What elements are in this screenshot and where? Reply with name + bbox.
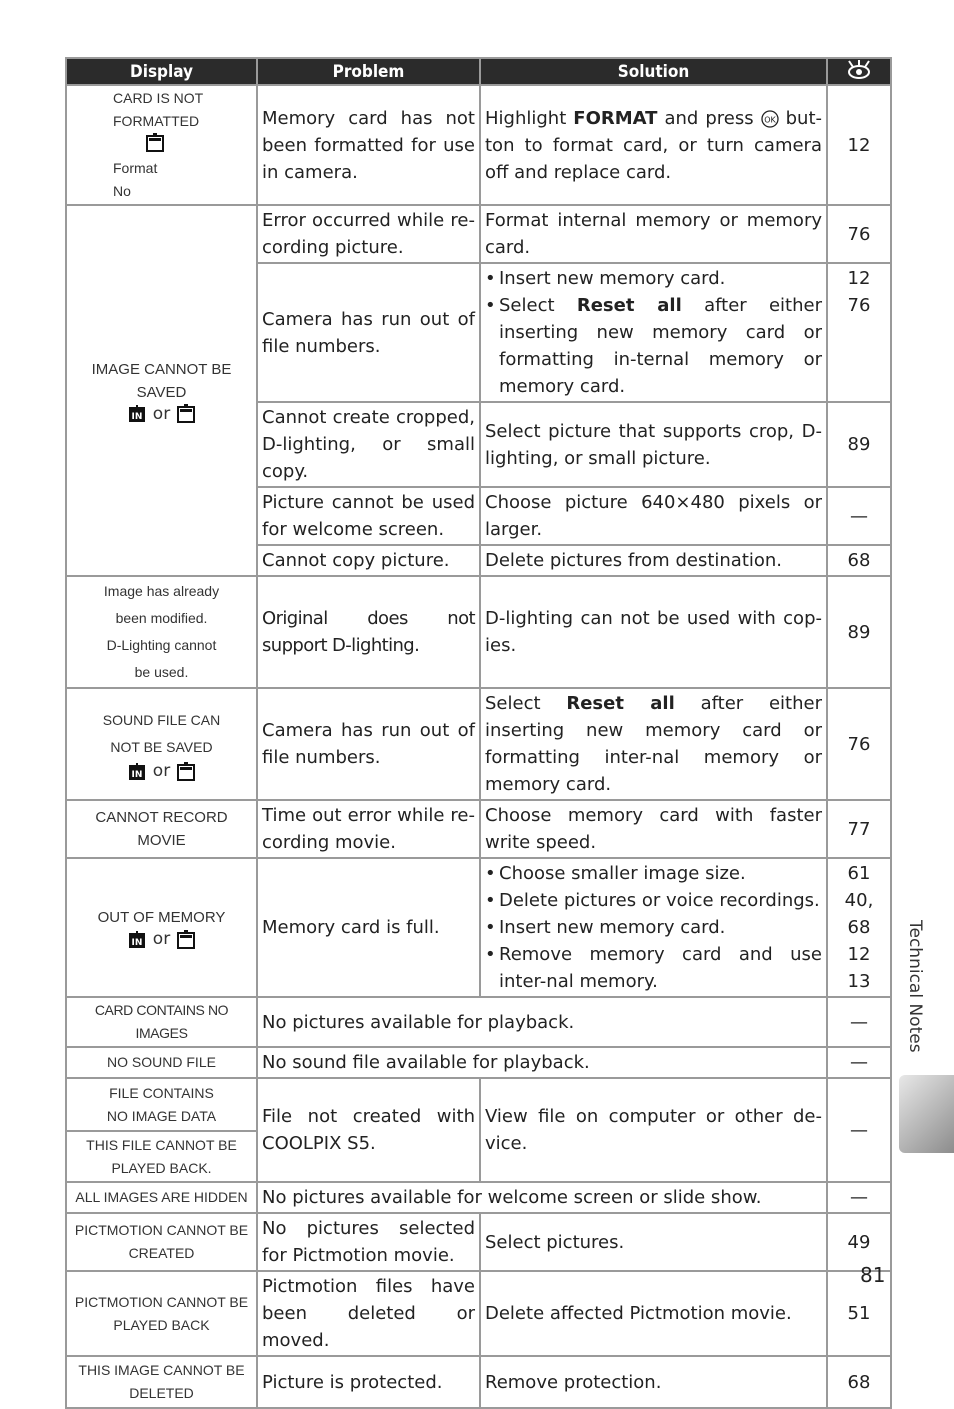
problem-cell: No pictures available for welcome screen or slide show. (257, 1182, 827, 1213)
display-line: Image has already (103, 583, 220, 599)
problem-cell: File not created with COOLPIX S5. (257, 1078, 480, 1182)
problem-cell: Original does not support D-lighting. (257, 576, 480, 688)
display-line: PLAYED BACK. (111, 1159, 212, 1176)
display-line: NOT BE SAVED (110, 739, 213, 755)
list-item: • Insert new memory card. (485, 265, 822, 292)
display-all-hidden: ALL IMAGES ARE HIDDEN (66, 1182, 257, 1213)
display-no-sound-file: NO SOUND FILE (66, 1047, 257, 1078)
or-text: or (152, 929, 171, 949)
table-row (66, 800, 891, 858)
internal-memory-icon (127, 930, 147, 949)
display-file-no-image (66, 1078, 257, 1131)
solution-cell (480, 263, 827, 402)
header-problem: Problem (257, 58, 480, 85)
page-ref: — (827, 487, 891, 545)
problem-cell: Picture cannot be used for welcome screen. (257, 487, 480, 545)
display-line: NO IMAGE DATA (106, 1107, 217, 1124)
section-tab (899, 1075, 954, 1153)
display-image-cannot-be-saved (66, 205, 257, 576)
svg-text:IN: IN (131, 769, 143, 780)
solution-cell (480, 688, 827, 800)
display-cannot-record-movie: CANNOT RECORD MOVIE (66, 800, 257, 858)
problem-cell: Camera has run out of file numbers. (257, 263, 480, 402)
list-item: • Delete pictures or voice recordings. (485, 887, 822, 914)
solution-cell: D-lighting can not be used with cop-ies. (480, 576, 827, 688)
display-line: OUT OF MEMORY (97, 909, 226, 926)
display-line: THIS FILE CANNOT BE (86, 1136, 237, 1153)
display-already-modified (66, 576, 257, 688)
solution-keyword: Reset all (566, 693, 675, 714)
storage-icons (71, 761, 252, 781)
solution-cell: Choose memory card with faster write speed. (480, 800, 827, 858)
table-header-row (66, 58, 891, 85)
page-ref: — (827, 1047, 891, 1078)
problem-cell: Memory card is full. (257, 858, 480, 997)
display-line: SOUND FILE CAN (102, 712, 221, 728)
display-card-not-formatted (66, 85, 257, 205)
list-item: • Choose smaller image size. (485, 860, 822, 887)
display-file-cannot-play (66, 1131, 257, 1182)
memory-card-icon (176, 930, 196, 949)
problem-cell: No sound file available for playback. (257, 1047, 827, 1078)
problem-cell: Time out error while re-cording movie. (257, 800, 480, 858)
ok-button-icon (761, 110, 779, 128)
solution-cell: Delete pictures from destination. (480, 545, 827, 576)
section-label: Technical Notes (905, 920, 925, 1053)
header-display: Display (66, 58, 257, 85)
solution-keyword: Reset all (576, 295, 682, 316)
svg-text:IN: IN (131, 937, 143, 948)
solution-list (485, 265, 822, 400)
solution-cell (480, 858, 827, 997)
page-ref: — (827, 1078, 891, 1182)
solution-text: Select (485, 693, 567, 714)
problem-cell: No pictures selected for Pictmotion movie. (257, 1213, 480, 1271)
display-image-deleted (66, 1356, 257, 1408)
svg-text:OK: OK (763, 115, 776, 124)
display-sound-file (66, 688, 257, 800)
display-line: FORMATTED (113, 113, 200, 129)
solution-cell: Choose picture 640×480 pixels or larger. (480, 487, 827, 545)
table-row (66, 997, 891, 1047)
reference-eye-icon (846, 59, 872, 79)
table-row (66, 1078, 891, 1131)
memory-card-icon (113, 133, 252, 157)
display-card-no-images: CARD CONTAINS NO IMAGES (66, 997, 257, 1047)
display-line: FILE CONTAINS (109, 1084, 214, 1101)
display-pictmotion-created (66, 1213, 257, 1271)
page-ref (827, 858, 891, 997)
internal-memory-icon (127, 762, 147, 781)
page-ref (827, 263, 891, 402)
table-row (66, 576, 891, 688)
page-ref: 51 (827, 1271, 891, 1356)
page-ref-line: 40, 68 (844, 890, 874, 938)
table-row (66, 1182, 891, 1213)
solution-cell: Remove protection. (480, 1356, 827, 1408)
storage-icons (71, 404, 252, 424)
solution-cell: Select picture that supports crop, D-lighting, or small picture. (480, 402, 827, 487)
table-row (66, 1356, 891, 1408)
page-ref: 12 (827, 85, 891, 205)
problem-cell: No pictures available for playback. (257, 997, 827, 1047)
solution-cell (480, 85, 827, 205)
display-line: No (113, 183, 131, 199)
header-solution: Solution (480, 58, 827, 85)
table-row (66, 85, 891, 205)
solution-text: and press (657, 107, 761, 129)
display-line: CARD IS NOT (113, 90, 204, 106)
display-line: IMAGE CANNOT BE SAVED (91, 360, 232, 401)
page-ref: 68 (827, 1356, 891, 1408)
display-out-of-memory (66, 858, 257, 997)
list-item: • Insert new memory card. (485, 914, 822, 941)
page-ref: 76 (827, 688, 891, 800)
solution-text: after either inserting new memory card or formatting in-ternal memory or memory card. (499, 295, 822, 397)
display-line: Format (113, 160, 158, 176)
page-ref: 89 (827, 576, 891, 688)
solution-cell: Format internal memory or memory card. (480, 205, 827, 263)
problem-cell: Memory card has not been formatted for use in camera. (257, 85, 480, 205)
display-line: PICTMOTION CANNOT BE (74, 1222, 249, 1238)
solution-cell: Select pictures. (480, 1213, 827, 1271)
internal-memory-icon (127, 404, 147, 423)
solution-list (485, 860, 822, 995)
problem-cell: Camera has run out of file numbers. (257, 688, 480, 800)
display-line: DELETED (129, 1385, 194, 1401)
page-ref: 49 (827, 1213, 891, 1271)
display-line: PLAYED BACK (113, 1316, 210, 1333)
page-ref: 77 (827, 800, 891, 858)
display-line: been modified. (115, 610, 208, 626)
solution-text: Select (499, 295, 577, 316)
error-message-table (65, 57, 892, 1409)
display-line: CREATED (128, 1245, 195, 1261)
memory-card-icon (176, 404, 196, 423)
storage-icons (71, 929, 252, 949)
list-item (485, 292, 822, 400)
page-ref-line: 12 (847, 268, 871, 289)
svg-text:IN: IN (131, 412, 143, 422)
page-ref-line: 13 (847, 971, 871, 992)
display-line: THIS IMAGE CANNOT BE (78, 1362, 245, 1378)
list-item: • Remove memory card and use inter-nal memory. (485, 941, 822, 995)
page-ref-line: 61 (847, 863, 871, 884)
page-ref: — (827, 997, 891, 1047)
display-line: D-Lighting cannot (106, 637, 217, 653)
solution-cell: Delete affected Pictmotion movie. (480, 1271, 827, 1356)
solution-cell: View file on computer or other de-vice. (480, 1078, 827, 1182)
page-ref: — (827, 1182, 891, 1213)
solution-text: but-ton to format card, or turn camera off and replace card. (485, 107, 822, 183)
page-ref: 76 (827, 205, 891, 263)
page-ref: 68 (827, 545, 891, 576)
header-page (827, 58, 891, 85)
table-row (66, 1047, 891, 1078)
table-row (66, 858, 891, 997)
solution-text: after either inserting new memory card or formatting inter-nal memory or memory card. (485, 693, 822, 795)
table-row (66, 1213, 891, 1271)
display-line: be used. (134, 664, 189, 680)
page-ref: 89 (827, 402, 891, 487)
solution-text: Highlight (485, 107, 574, 129)
problem-cell: Pictmotion files have been deleted or moved. (257, 1271, 480, 1356)
or-text: or (152, 403, 171, 424)
or-text: or (152, 761, 171, 781)
display-line: PICTMOTION CANNOT BE (74, 1293, 249, 1310)
problem-cell: Error occurred while re-cording picture. (257, 205, 480, 263)
page-ref-line: 76 (847, 295, 871, 316)
problem-cell: Picture is protected. (257, 1356, 480, 1408)
page-ref-line: 12 (847, 944, 871, 965)
memory-card-icon (176, 762, 196, 781)
problem-cell: Cannot create cropped, D-lighting, or small copy. (257, 402, 480, 487)
table-row (66, 688, 891, 800)
table-row (66, 205, 891, 263)
page-number: 81 (860, 1263, 886, 1287)
problem-cell: Cannot copy picture. (257, 545, 480, 576)
solution-keyword: FORMAT (573, 107, 658, 129)
